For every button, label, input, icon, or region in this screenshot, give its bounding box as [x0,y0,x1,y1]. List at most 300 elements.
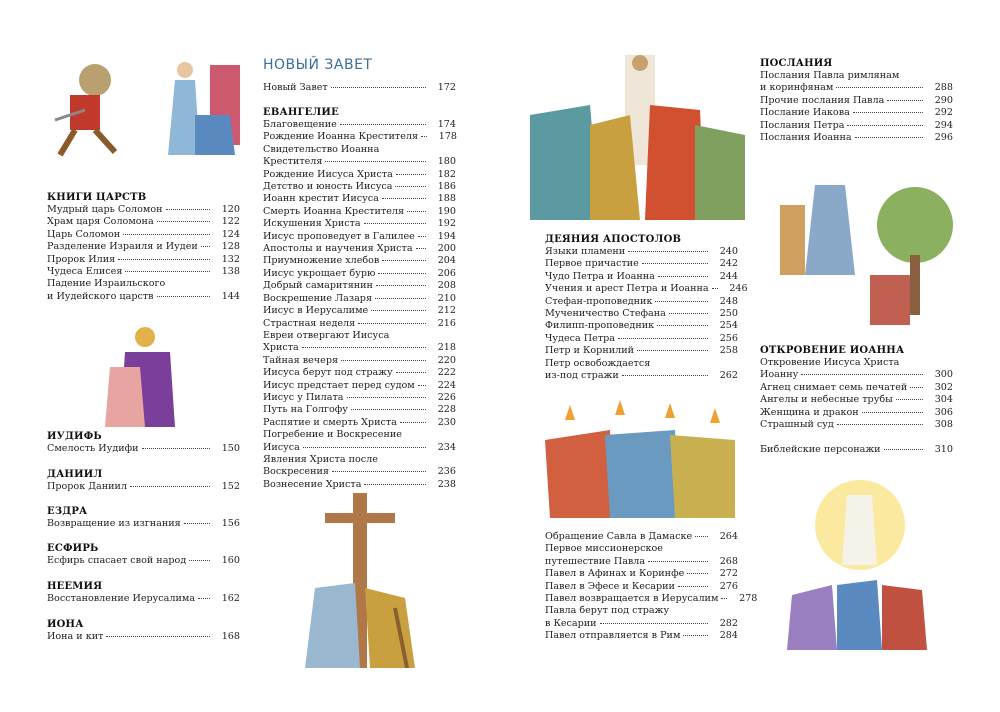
toc-entry[interactable] [545,358,738,383]
toc-entry[interactable] [263,218,456,230]
dot-leader [416,248,426,249]
dot-leader [642,263,708,264]
toc-entry-title: Павел возвращается в Иерусалим [545,593,719,605]
dot-leader [201,246,210,247]
dot-leader [637,350,708,351]
toc-section [47,580,240,605]
dot-leader [837,424,923,425]
toc-entry-row [760,107,953,119]
toc-entry-row [545,556,738,568]
toc-entry-title: Чудеса Елисея [47,266,123,278]
dot-leader [106,636,210,637]
dot-leader [618,338,708,339]
toc-entry-row [263,417,456,429]
toc-entry-title-line1: Послания Павла римлянам [760,70,900,81]
toc-entry-page: 296 [934,132,953,144]
toc-entry-title: Учения и арест Петра и Иоанна [545,283,709,295]
toc-entry-title: Петр и Корнилий [545,345,634,357]
toc-entry[interactable] [47,254,240,266]
dot-leader [658,276,708,277]
dot-leader [418,385,426,386]
toc-entry-page: 186 [437,181,456,193]
illustration-jesus-apostles [530,55,745,220]
toc-entry-row [760,382,953,394]
dot-leader [400,422,426,423]
toc-entry-page: 122 [221,216,240,228]
dot-leader [331,87,426,88]
toc-entry-row [545,581,738,593]
toc-entry-row [47,481,240,493]
toc-entry[interactable] [263,268,456,280]
toc-entry-title: Добрый самаритянин [263,280,373,292]
toc-entry-page: 248 [719,295,738,307]
toc-entry-row [47,254,240,266]
toc-entry-page: 226 [437,391,456,403]
toc-entry-row [263,305,456,317]
toc-entry-row [545,308,738,320]
section-heading: ИОНА [47,619,84,630]
toc-entry-page: 276 [719,580,738,592]
toc-entry[interactable] [545,246,738,258]
toc-entry-page: 250 [719,308,738,320]
dot-leader [364,223,426,224]
toc-entry-page: 310 [934,444,953,455]
toc-entry-row [263,367,456,379]
illustration-pentecost [540,400,740,518]
dot-leader [340,124,426,125]
toc-entry-page: 192 [437,218,456,230]
toc-entry[interactable] [545,605,738,630]
toc-entry-row [263,169,456,181]
toc-entry-page: 236 [437,466,456,478]
toc-entry-title: Мудрый царь Соломон [47,204,163,215]
toc-entry[interactable] [263,280,456,292]
toc-entry[interactable] [47,518,240,530]
toc-entry-row [47,266,240,278]
dot-leader [712,288,718,289]
toc-entry[interactable] [263,417,456,429]
toc-entry[interactable] [760,419,953,431]
toc-entry[interactable] [760,95,953,107]
toc-entry-row [263,342,456,354]
illustration-women [160,55,245,160]
dot-leader [341,360,426,361]
toc-entry-title: и коринфянам [760,82,834,94]
toc-entry[interactable] [760,107,953,119]
toc-section [47,542,240,567]
toc-entry-title: Смерть Иоанна Крестителя [263,205,405,217]
toc-entry[interactable] [545,543,738,568]
toc-entry-title: Иона и кит [47,631,104,642]
toc-entry[interactable] [760,407,953,419]
toc-entry[interactable] [263,305,456,317]
toc-entry-title: Иоанн крестит Иисуса [263,193,379,205]
section-heading: ЕВАНГЕЛИЕ [263,107,339,118]
toc-entry[interactable] [545,258,738,270]
toc-entry[interactable] [545,320,738,332]
dot-leader [371,310,426,311]
toc-section [545,233,748,382]
toc-entry[interactable] [760,132,953,144]
dot-leader [351,409,426,410]
toc-entry-page: 132 [221,253,240,265]
toc-entry[interactable] [263,193,456,205]
toc-entry-page: 306 [934,406,953,418]
toc-entry-row [760,120,953,132]
dot-leader [683,635,708,636]
toc-entry-row [545,568,738,580]
toc-entry[interactable] [47,266,240,278]
toc-section [47,505,240,530]
toc-entry-title: Детство и юность Иисуса [263,181,393,193]
toc-entry-page: 258 [719,345,738,357]
illustration-mary-and-child [760,165,955,335]
toc-entry-page: 278 [739,593,758,605]
toc-entry-title: Храм царя Соломона [47,216,154,228]
toc-entry-page: 218 [437,342,456,354]
toc-entry-row [545,333,738,345]
part-title: НОВЫЙ ЗАВЕТ [263,57,373,73]
toc-entry-row [760,394,953,406]
toc-entry-row [760,132,953,144]
toc-entry[interactable] [760,357,953,382]
toc-entry-row [263,119,456,131]
dot-leader [396,174,426,175]
toc-entry-title: Иисуса [263,441,300,453]
toc-entry-row [760,95,953,107]
toc-entry[interactable] [263,380,456,392]
dot-leader [142,448,210,449]
toc-entry-title-line1: Погребение и Воскресение [263,429,402,441]
toc-entry-title: Смелость Иудифи [47,443,139,454]
toc-entry-row [47,291,240,303]
toc-entry-title: Иисус у Пилата [263,391,344,403]
toc-entry-page: 182 [437,168,456,180]
section-heading: ДАНИИЛ [47,469,103,480]
toc-entry-title: Восстановление Иерусалима [47,593,196,604]
toc-entry[interactable] [545,593,758,605]
toc-entry-title: Библейские персонажи [760,444,881,455]
toc-entry-page: 120 [221,204,240,215]
toc-entry[interactable] [263,181,456,193]
toc-entry-row [263,206,456,218]
toc-entry-page: 224 [437,379,456,391]
dot-leader [884,449,923,450]
toc-entry[interactable] [263,206,456,218]
toc-section [545,531,758,643]
toc-entry-row [47,443,240,455]
toc-entry[interactable] [263,255,456,267]
toc-entry-title: Искушения Христа [263,218,361,230]
dot-leader [421,136,427,137]
toc-entry[interactable] [545,271,738,283]
section-heading: ЕЗДРА [47,506,88,517]
toc-entry-title: Обращение Савла в Дамаске [545,531,693,542]
toc-entry[interactable] [263,429,456,454]
toc-entry-page: 188 [437,193,456,205]
toc-entry-title: Павел отправляется в Рим [545,630,681,642]
toc-entry-title-line1: Евреи отвергают Иисуса [263,329,390,341]
toc-section [47,191,240,303]
toc-entry-title: Страшный суд [760,419,834,431]
toc-entry[interactable] [760,394,953,406]
dot-leader [123,234,210,235]
dot-leader [862,412,923,413]
toc-entry-title: Страстная неделя [263,317,356,329]
dot-leader [130,486,210,487]
toc-entry-page: 240 [719,246,738,257]
toc-entry-page: 180 [437,156,456,168]
toc-entry-row [545,370,738,382]
dot-leader [396,372,426,373]
toc-entry-row [263,131,456,143]
toc-entry-page: 220 [437,354,456,366]
dot-leader [198,598,210,599]
toc-entry-page: 234 [437,441,456,453]
toc-entry-page: 246 [729,283,748,295]
toc-entry-title: и Иудейского царств [47,290,154,302]
toc-entry[interactable] [545,333,738,345]
toc-entry-row [263,293,456,305]
toc-entry[interactable] [263,119,456,131]
toc-entry-row [263,442,456,454]
toc-entry[interactable] [545,581,738,593]
dot-leader [855,137,923,138]
toc-entry-title: Агнец снимает семь печатей [760,381,908,393]
toc-entry-title: в Кесарии [545,617,597,629]
toc-entry-title: Есфирь спасает свой народ [47,555,187,566]
toc-entry[interactable] [760,382,953,394]
toc-entry[interactable] [263,144,456,169]
illustration-crucifixion-descent [295,488,430,668]
dot-leader [600,623,708,624]
toc-section [760,444,953,456]
toc-entry[interactable] [263,169,456,181]
dot-leader [721,598,727,599]
toc-entry[interactable] [263,293,456,305]
toc-entry-page: 178 [438,131,458,143]
toc-entry-page: 204 [437,255,456,267]
toc-entry[interactable] [47,555,240,567]
toc-entry-row [47,229,240,241]
dot-leader [303,447,426,448]
toc-entry[interactable] [47,443,240,455]
toc-entry[interactable] [263,131,456,143]
toc-entry-page: 264 [719,531,738,542]
dot-leader [376,285,426,286]
toc-entry-row [545,283,748,295]
toc-entry-row [47,204,240,216]
toc-entry-page: 210 [437,292,456,304]
toc-entry-page: 304 [934,394,953,406]
dot-leader [622,375,708,376]
toc-entry[interactable] [47,481,240,493]
toc-section [263,82,456,94]
toc-entry-title: Воскрешение Лазаря [263,292,372,304]
toc-entry-title: Павел в Эфесе и Кесарии [545,580,675,592]
toc-entry-page: 228 [437,404,456,416]
dot-leader [302,347,426,348]
toc-entry-page: 172 [437,82,456,93]
toc-entry-row [263,193,456,205]
dot-leader [657,325,708,326]
toc-entry-page: 272 [719,568,738,580]
toc-entry[interactable] [47,204,240,216]
dot-leader [125,271,210,272]
dot-leader [418,236,426,237]
toc-entry-row [760,444,953,456]
toc-entry[interactable] [760,120,953,132]
toc-entry-title: Приумножение хлебов [263,255,380,267]
toc-entry[interactable] [47,241,240,253]
toc-entry-page: 290 [934,94,953,106]
toc-entry-row [545,258,738,270]
toc-entry-title: Языки пламени [545,246,626,257]
dot-leader [358,323,426,324]
toc-entry-title: Иоанну [760,369,799,381]
toc-entry-title: Стефан-проповедник [545,295,653,307]
toc-entry-row [47,593,240,605]
section-heading: ЕСФИРЬ [47,543,99,554]
toc-entry-title-line1: Первое миссионерское [545,543,663,555]
toc-entry-row [545,618,738,630]
toc-entry-row [545,320,738,332]
toc-section [47,468,240,493]
toc-entry[interactable] [760,444,953,456]
toc-entry[interactable] [760,70,953,95]
toc-entry-page: 190 [437,205,456,217]
toc-entry[interactable] [263,404,456,416]
toc-entry-title: Тайная вечеря [263,354,339,366]
toc-entry-title: Чудеса Петра [545,332,615,344]
toc-entry-title: Рождение Иисуса Христа [263,168,393,180]
toc-entry[interactable] [47,229,240,241]
toc-entry[interactable] [263,330,456,355]
toc-entry[interactable] [545,296,738,308]
toc-entry-page: 156 [221,518,240,529]
dot-leader [166,209,210,210]
toc-entry-page: 256 [719,332,738,344]
toc-entry[interactable] [47,631,240,643]
dot-leader [836,87,923,88]
toc-entry-page: 208 [437,280,456,292]
dot-leader [332,471,426,472]
toc-entry[interactable] [545,630,738,642]
toc-entry-page: 230 [437,416,456,428]
toc-entry-row [263,392,456,404]
toc-entry-page: 150 [221,443,240,454]
dot-leader [184,523,210,524]
toc-entry-title: Послания Петра [760,119,845,131]
toc-entry-row [263,404,456,416]
dot-leader [347,397,427,398]
toc-entry-page: 294 [934,119,953,131]
toc-entry-title: Христа [263,342,299,354]
toc-entry-title: Иисуса берут под стражу [263,367,393,379]
toc-entry-row [47,518,240,530]
dot-leader [648,561,708,562]
toc-entry[interactable] [263,367,456,379]
toc-entry-page: 128 [221,241,240,253]
toc-entry-title: Путь на Голгофу [263,404,348,416]
toc-entry[interactable] [263,454,456,479]
toc-entry-row [263,231,456,243]
toc-entry[interactable] [47,216,240,228]
toc-entry-row [47,241,240,253]
toc-entry-title: Пророк Даниил [47,481,128,492]
toc-entry-page: 284 [719,630,738,642]
dot-leader [853,112,923,113]
dot-leader [118,259,210,260]
toc-entry-title: Прочие послания Павла [760,94,885,106]
toc-entry[interactable] [545,531,738,543]
toc-entry-page: 242 [719,258,738,270]
toc-entry[interactable] [47,593,240,605]
toc-entry[interactable] [545,308,738,320]
toc-entry-title: Чудо Петра и Иоанна [545,270,655,282]
toc-entry-page: 268 [719,555,738,567]
toc-entry[interactable] [545,345,738,357]
toc-entry[interactable] [263,392,456,404]
toc-entry-title: Послание Иакова [760,107,850,119]
dot-leader [695,536,708,537]
dot-leader [157,221,210,222]
toc-entry-page: 292 [934,107,953,119]
toc-entry-row [760,407,953,419]
dot-leader [678,586,708,587]
toc-entry-row [545,296,738,308]
toc-entry-page: 308 [934,419,953,431]
toc-entry[interactable] [263,318,456,330]
toc-entry[interactable] [263,82,456,94]
toc-entry-title: Послания Иоанна [760,132,852,144]
toc-entry-title: Крестителя [263,156,323,168]
toc-entry-row [760,82,953,94]
toc-entry-row [545,246,738,258]
toc-entry-page: 262 [719,370,738,382]
toc-entry-page: 282 [719,617,738,629]
toc-section [47,430,240,455]
toc-entry-title: Мученичество Стефана [545,308,666,320]
toc-entry-page: 162 [221,593,240,604]
toc-entry-title-line1: Свидетельство Иоанна [263,143,380,155]
toc-entry-title: Женщина и дракон [760,406,859,418]
dot-leader [378,273,426,274]
toc-entry[interactable] [263,355,456,367]
toc-entry-title: Иисус в Иерусалиме [263,305,369,317]
toc-entry-title-line1: Явления Христа после [263,453,378,465]
dot-leader [395,186,426,187]
toc-entry[interactable] [545,283,748,295]
toc-entry-page: 212 [437,305,456,317]
toc-entry-page: 152 [221,481,240,492]
toc-entry-row [263,181,456,193]
toc-entry[interactable] [263,231,456,243]
toc-entry-page: 216 [437,317,456,329]
toc-entry[interactable] [545,568,738,580]
dot-leader [847,125,923,126]
toc-entry-title: Новый Завет [263,82,328,93]
toc-entry-row [263,318,456,330]
toc-entry-title: Благовещение [263,119,337,130]
dot-leader [887,100,923,101]
toc-entry[interactable] [47,278,240,303]
toc-entry-row [760,419,953,431]
illustration-ascension [772,475,947,655]
toc-entry-title: Воскресения [263,466,329,478]
toc-entry[interactable] [263,243,456,255]
dot-leader [655,301,708,302]
